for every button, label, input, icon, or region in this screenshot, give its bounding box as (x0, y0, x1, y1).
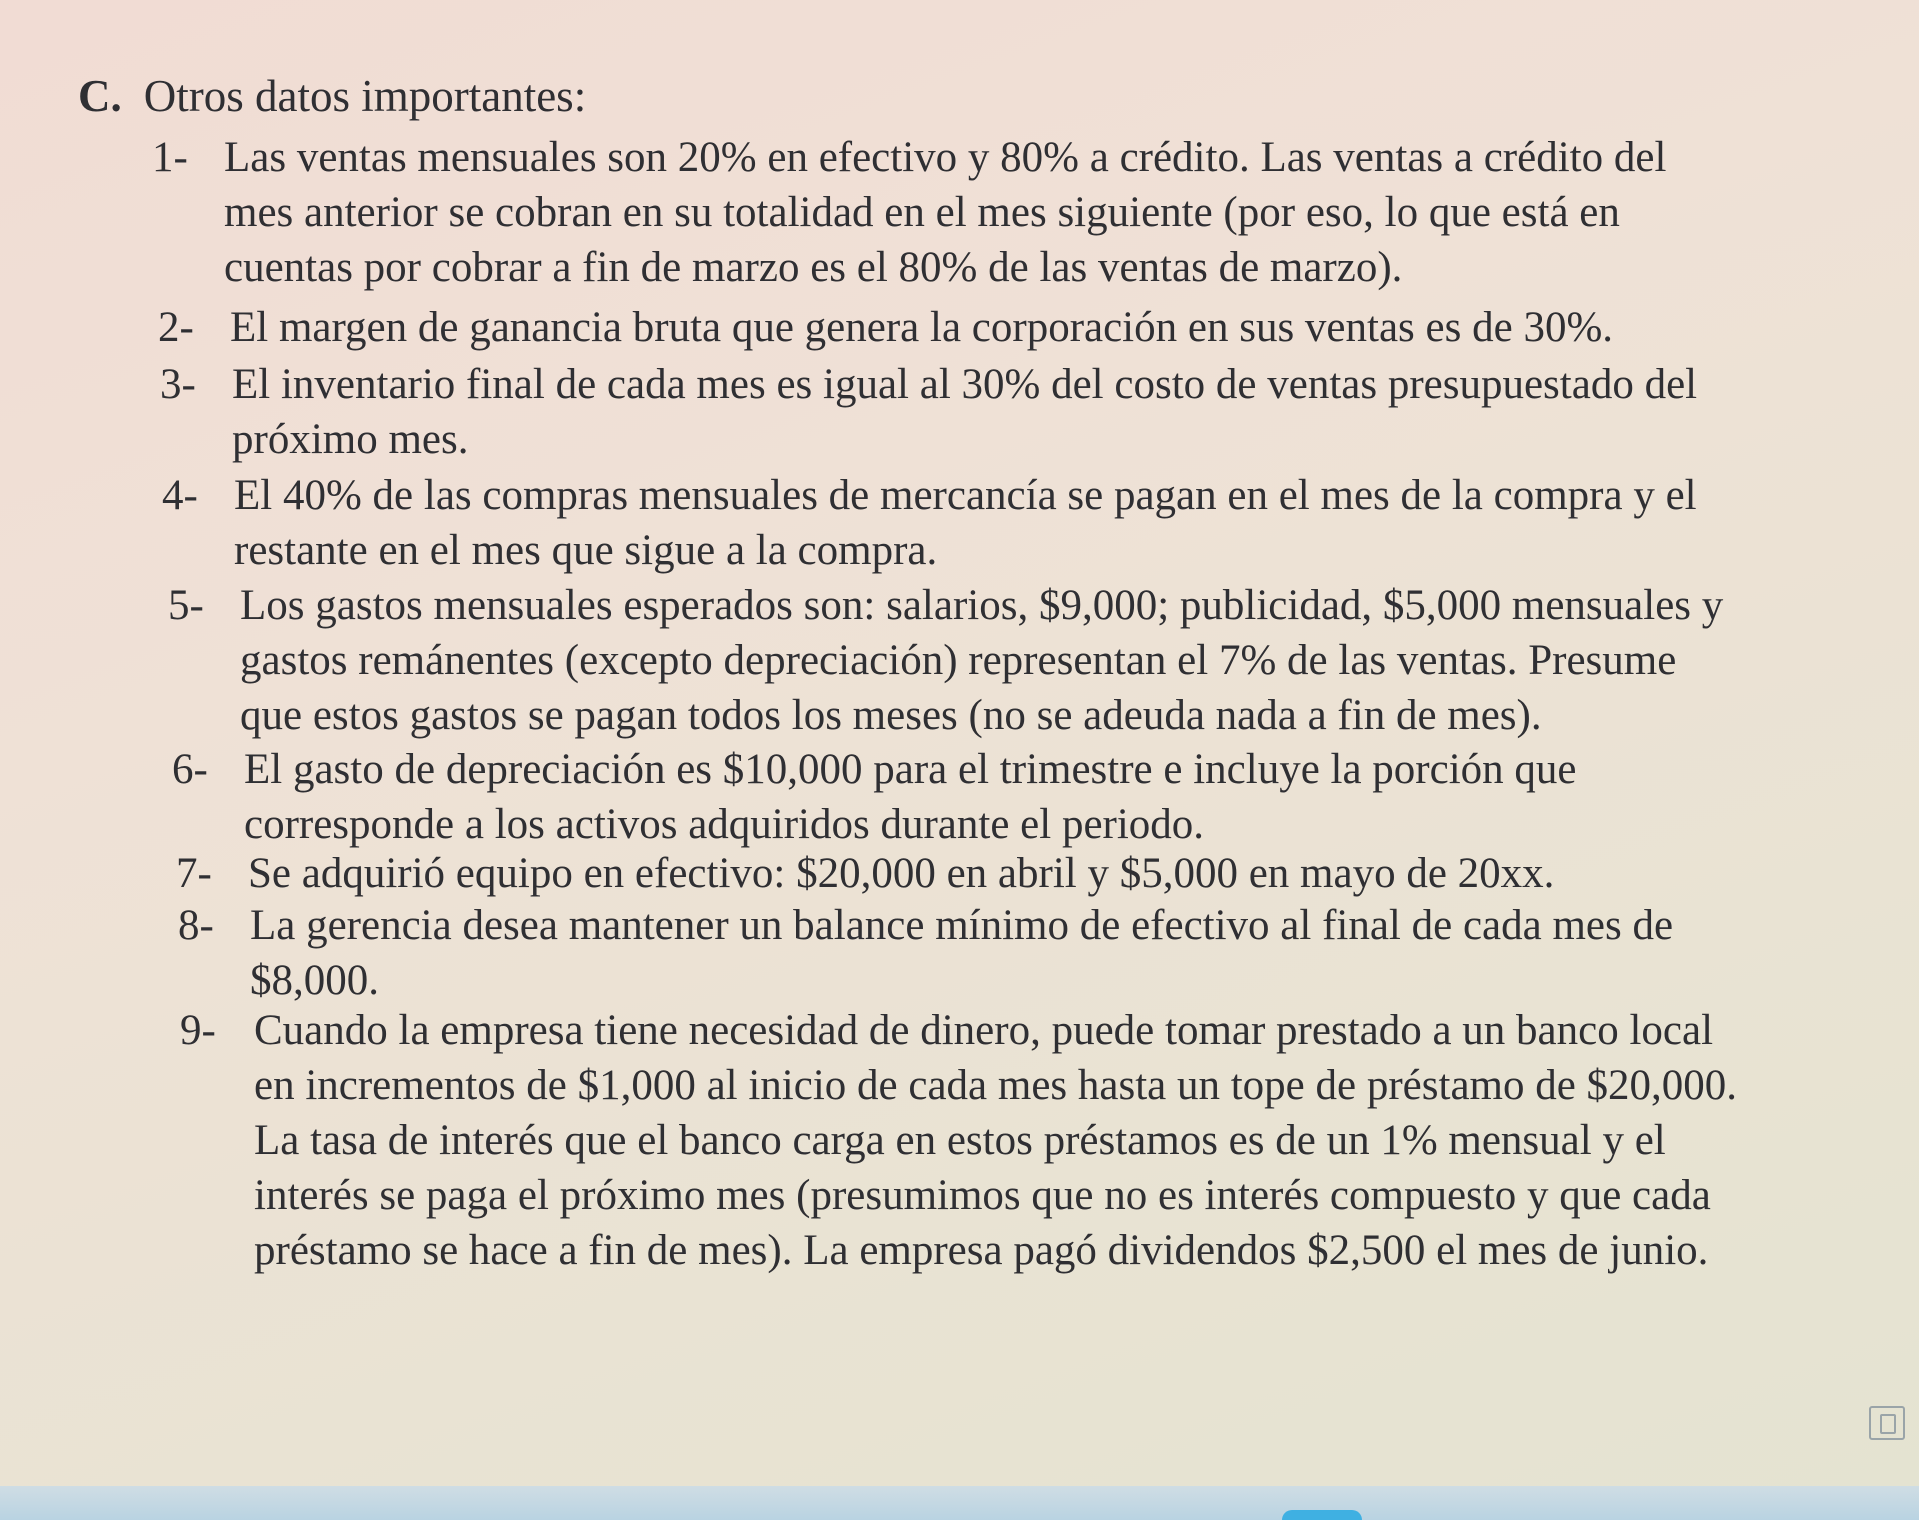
item-line: mes anterior se cobran en su totalidad en el mes siguiente (por eso, lo que está en (224, 189, 1620, 236)
taskbar-indicator (1282, 1510, 1362, 1520)
item-text (232, 357, 1832, 467)
item-line: El inventario final de cada mes es igual al 30% del costo de ventas presupuestado del (232, 361, 1698, 408)
item-text (250, 898, 1850, 1008)
item-number: 2- (158, 304, 194, 351)
item-number: 4- (162, 472, 198, 519)
item-line: en incrementos de $1,000 al inicio de cada mes hasta un tope de préstamo de $20,000. (254, 1062, 1738, 1109)
item-text (254, 1003, 1854, 1278)
item-text (244, 742, 1844, 852)
section-letter: C. (78, 71, 122, 121)
item-line: cuentas por cobrar a fin de marzo es el 80% de las ventas de marzo). (224, 244, 1403, 291)
item-line: El 40% de las compras mensuales de mercancía se pagan en el mes de la compra y el (234, 472, 1697, 519)
item-line: gastos remánentes (excepto depreciación) representan el 7% de las ventas. Presume (240, 637, 1677, 684)
expand-icon[interactable] (1869, 1406, 1905, 1440)
item-line: Cuando la empresa tiene necesidad de dinero, puede tomar prestado a un banco local (254, 1007, 1714, 1054)
item-text (234, 468, 1834, 578)
item-line: La tasa de interés que el banco carga en estos préstamos es de un 1% mensual y el (254, 1117, 1666, 1164)
item-line: Se adquirió equipo en efectivo: $20,000 en abril y $5,000 en mayo de 20xx. (248, 850, 1555, 897)
item-number: 7- (176, 850, 212, 897)
item-number: 8- (178, 902, 214, 949)
item-number: 3- (160, 361, 196, 408)
item-number: 1- (152, 134, 188, 181)
item-line: corresponde a los activos adquiridos durante el periodo. (244, 801, 1205, 848)
item-line: interés se paga el próximo mes (presumimos que no es interés compuesto y que cada (254, 1172, 1711, 1219)
item-line: próximo mes. (232, 416, 469, 463)
item-text (240, 578, 1840, 743)
item-line: La gerencia desea mantener un balance mínimo de efectivo al final de cada mes de (250, 902, 1674, 949)
section-title: Otros datos importantes: (143, 71, 587, 121)
item-line: restante en el mes que sigue a la compra. (234, 527, 938, 574)
item-text (230, 300, 1830, 355)
item-line: El margen de ganancia bruta que genera la corporación en sus ventas es de 30%. (230, 304, 1614, 351)
item-text (248, 846, 1848, 901)
item-text (224, 130, 1824, 295)
item-line: que estos gastos se pagan todos los meses (no se adeuda nada a fin de mes). (240, 692, 1542, 739)
item-number: 5- (168, 582, 204, 629)
item-line: El gasto de depreciación es $10,000 para el trimestre e incluye la porción que (244, 746, 1577, 793)
taskbar-strip (0, 1486, 1919, 1520)
item-line: préstamo se hace a fin de mes). La empresa pagó dividendos $2,500 el mes de junio. (254, 1227, 1709, 1274)
section-heading (78, 68, 586, 124)
item-number: 9- (180, 1007, 216, 1054)
item-line: Las ventas mensuales son 20% en efectivo y 80% a crédito. Las ventas a crédito del (224, 134, 1667, 181)
item-line: Los gastos mensuales esperados son: salarios, $9,000; publicidad, $5,000 mensuales y (240, 582, 1724, 629)
item-number: 6- (172, 746, 208, 793)
item-line: $8,000. (250, 957, 379, 1004)
